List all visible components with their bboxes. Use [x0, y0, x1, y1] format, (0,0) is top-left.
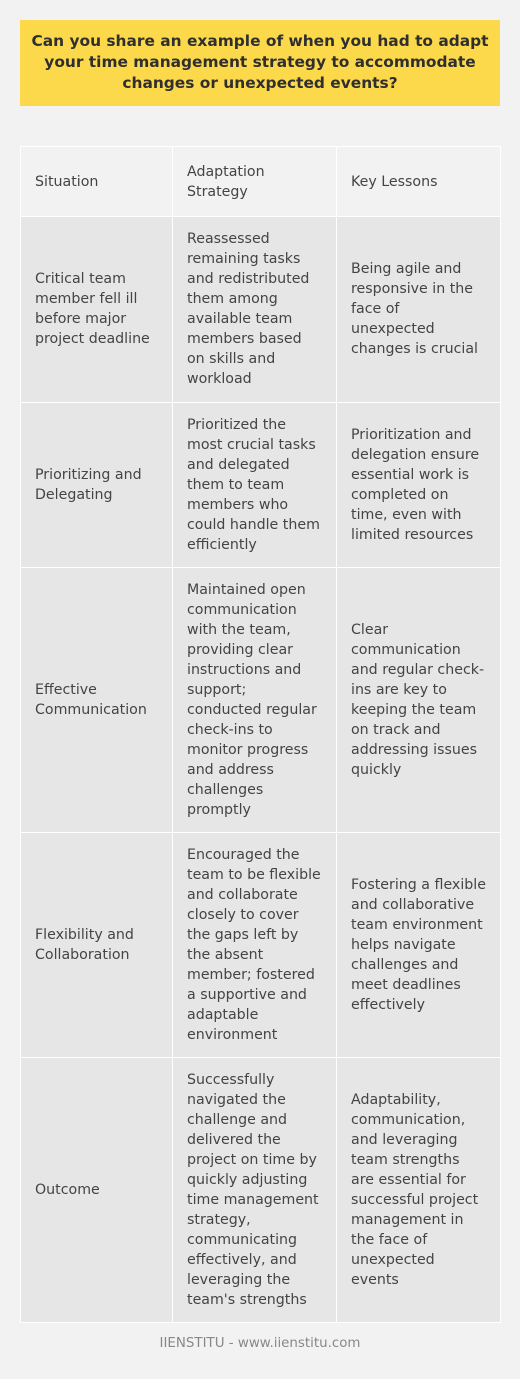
cell-lessons: Adaptability, communication, and leveraging team strengths are essential for successful project management in the face of unexpected events	[337, 1058, 501, 1323]
cell-strategy: Encouraged the team to be flexible and collaborate closely to cover the gaps left by the absent member; fostered a supportive and adaptable environment	[173, 833, 337, 1058]
header-adaptation-strategy: Adaptation Strategy	[173, 147, 337, 217]
cell-situation: Flexibility and Collaboration	[21, 833, 173, 1058]
cell-strategy: Reassessed remaining tasks and redistributed them among available team members based on skills and workload	[173, 217, 337, 403]
cell-strategy: Successfully navigated the challenge and delivered the project on time by quickly adjusting time management strategy, communicating effectively, and leveraging the team's strengths	[173, 1058, 337, 1323]
cell-lessons: Prioritization and delegation ensure essential work is completed on time, even with limited resources	[337, 403, 501, 568]
footer-credit	[0, 1336, 520, 1351]
header-situation: Situation	[21, 147, 173, 217]
cell-lessons: Fostering a flexible and collaborative team environment helps navigate challenges and meet deadlines effectively	[337, 833, 501, 1058]
cell-lessons: Clear communication and regular check-ins are key to keeping the team on track and addressing issues quickly	[337, 568, 501, 833]
table-header-row	[21, 147, 501, 217]
cell-strategy: Prioritized the most crucial tasks and delegated them to team members who could handle them efficiently	[173, 403, 337, 568]
cell-lessons: Being agile and responsive in the face of unexpected changes is crucial	[337, 217, 501, 403]
cell-situation: Outcome	[21, 1058, 173, 1323]
footer-text: IIENSTITU - www.iienstitu.com	[159, 1336, 361, 1351]
cell-situation: Effective Communication	[21, 568, 173, 833]
table-row	[21, 217, 501, 403]
header-key-lessons: Key Lessons	[337, 147, 501, 217]
qa-table	[20, 146, 501, 1323]
cell-situation: Critical team member fell ill before major project deadline	[21, 217, 173, 403]
question-title: Can you share an example of when you had to adapt your time management strategy to accommodate changes or unexpected events?	[31, 32, 489, 92]
table-row	[21, 833, 501, 1058]
table-row	[21, 568, 501, 833]
question-title-banner	[20, 20, 500, 106]
cell-strategy: Maintained open communication with the team, providing clear instructions and support; conducted regular check-ins to monitor progress and address challenges promptly	[173, 568, 337, 833]
cell-situation: Prioritizing and Delegating	[21, 403, 173, 568]
table-row	[21, 1058, 501, 1323]
table-row	[21, 403, 501, 568]
